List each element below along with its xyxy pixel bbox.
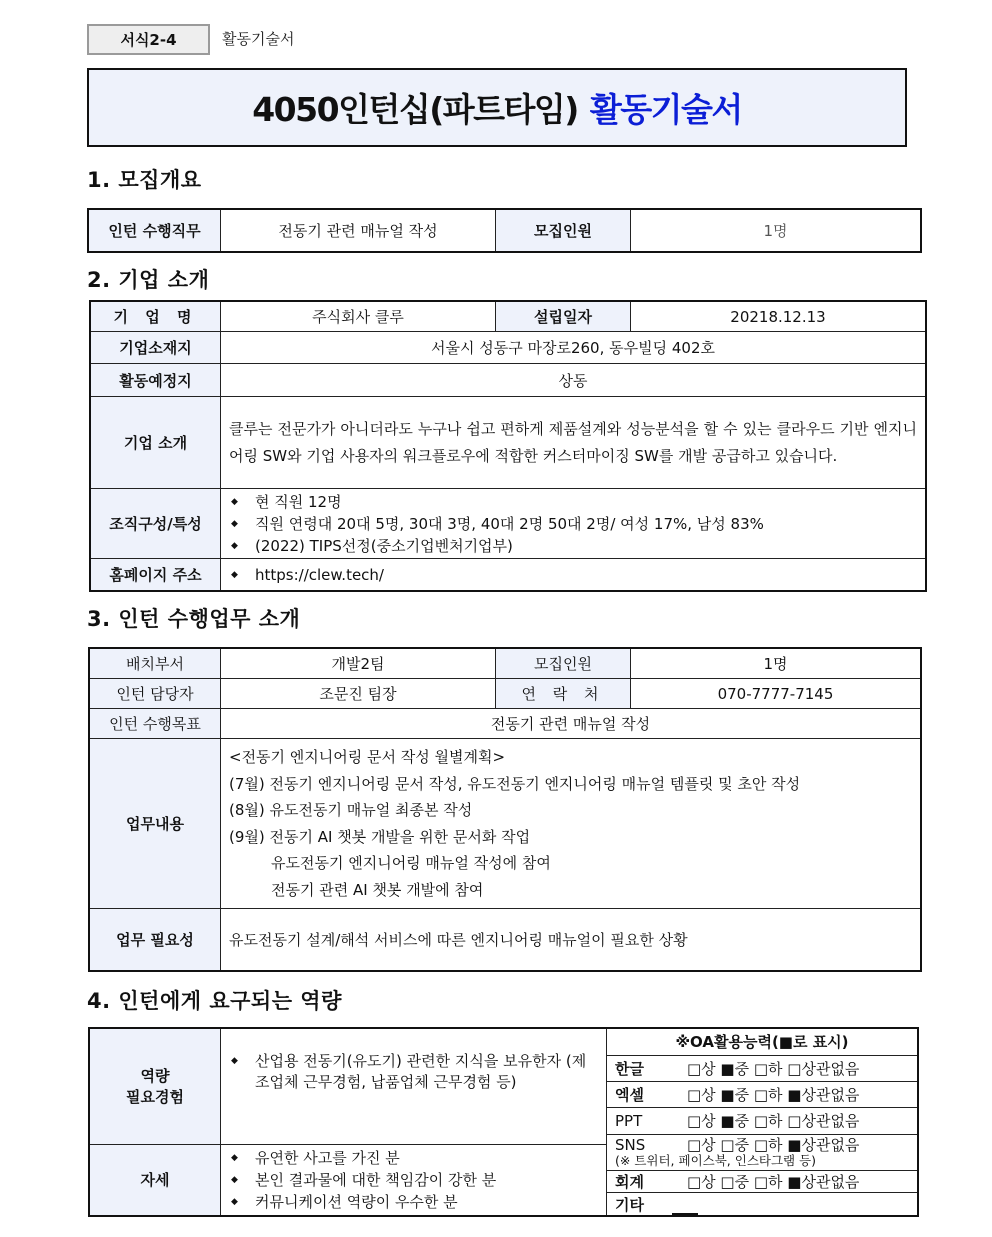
oa-sns-note: (※ 트위터, 페이스북, 인스타그램 등) [615, 1152, 817, 1168]
recruit-count-label: 모집인원 [496, 210, 631, 252]
document-title [87, 68, 907, 147]
location-value: 서울시 성동구 마장로260, 동우빌딩 402호 [221, 332, 926, 364]
dept-label: 배치부서 [90, 649, 221, 679]
workplace-value: 상동 [221, 364, 926, 397]
form-description: 활동기술서 [222, 30, 295, 48]
homepage-cell [221, 559, 926, 591]
plan-line: (7월) 전동기 엔지니어링 문서 작성, 유도전동기 엔지니어링 매뉴얼 템플릿 및 초안 작성 [229, 774, 801, 793]
oa-levels[interactable]: □상 ■중 □하 □상관없음 [687, 1112, 860, 1131]
attitude-item: ◆ 유연한 사고를 가진 분 [229, 1147, 598, 1169]
title-accent: 활동기술서 [589, 90, 742, 129]
duty-table [89, 648, 921, 971]
plan-line: 전동기 관련 AI 챗봇 개발에 참여 [271, 880, 484, 899]
experience-list [229, 1051, 598, 1093]
attitude-list [229, 1147, 598, 1213]
org-list [229, 491, 917, 557]
title-main: 4050인턴십(파트타임) [252, 90, 578, 129]
section-title-competency: 4. 인턴에게 요구되는 역량 [87, 989, 342, 1013]
duty-count-label: 모집인원 [496, 649, 631, 679]
experience-item: ◆ 산업용 전동기(유도기) 관련한 지식을 보유한자 (제조업체 근무경험, 납품업체 근무경험 등) [229, 1051, 598, 1093]
dept-value: 개발2팀 [221, 649, 496, 679]
oa-row-sns: SNS □상 □중 □하 ■상관없음 (※ 트위터, 페이스북, 인스타그램 등) [607, 1134, 917, 1170]
oa-row-other: 기타 [607, 1193, 917, 1215]
oa-row-accounting: 회계 □상 □중 □하 ■상관없음 [607, 1171, 917, 1193]
oa-row-ppt: PPT □상 ■중 □하 □상관없음 [607, 1108, 917, 1134]
oa-levels[interactable]: □상 ■중 □하 □상관없음 [687, 1059, 860, 1078]
company-name-label: 기 업 명 [91, 302, 221, 332]
other-input-line[interactable] [672, 1213, 698, 1215]
company-name-value: 주식회사 클루 [221, 302, 496, 332]
oa-table [607, 1029, 917, 1215]
goal-label: 인턴 수행목표 [90, 709, 221, 739]
oa-row-hangul: 한글 □상 ■중 □하 □상관없음 [607, 1055, 917, 1081]
plan-line: (9월) 전동기 AI 챗봇 개발을 위한 문서화 작업 [229, 827, 531, 846]
oa-row-excel: 엑셀 □상 ■중 □하 ■상관없음 [607, 1082, 917, 1108]
manager-value: 조문진 팀장 [221, 679, 496, 709]
job-value: 전동기 관련 매뉴얼 작성 [221, 210, 496, 252]
org-item: ◆ (2022) TIPS선정(중소기업벤처기업부) [229, 535, 917, 557]
competency-table [89, 1028, 918, 1216]
oa-levels[interactable]: □상 □중 □하 ■상관없음 [687, 1135, 860, 1154]
org-item: ◆ 직원 연령대 20대 5명, 30대 3명, 40대 2명 50대 2명/ 여성 17%, 남성 83% [229, 513, 917, 535]
goal-value: 전동기 관련 매뉴얼 작성 [221, 709, 921, 739]
founded-value: 20218.12.13 [631, 302, 926, 332]
manager-label: 인턴 담당자 [90, 679, 221, 709]
content-cell [221, 739, 921, 909]
homepage-link[interactable]: ◆ https://clew.tech/ [229, 564, 917, 586]
attitude-label: 자세 [90, 1144, 221, 1215]
intro-value: 클루는 전문가가 아니더라도 누구나 쉽고 편하게 제품설계와 성능분석을 할 수 있는 클라우드 기반 엔지니어링 SW와 기업 사용자의 워크플로우에 적합한 커스터마이징 SW를 개발 공급하고 있습니다. [221, 397, 926, 489]
workplace-label: 활동예정지 [91, 364, 221, 397]
section-title-recruit: 1. 모집개요 [87, 168, 202, 192]
oa-levels[interactable]: □상 □중 □하 ■상관없음 [687, 1173, 860, 1192]
attitude-item: ◆ 본인 결과물에 대한 책임감이 강한 분 [229, 1169, 598, 1191]
attitude-cell [221, 1144, 607, 1215]
org-cell [221, 489, 926, 559]
homepage-label: 홈페이지 주소 [91, 559, 221, 591]
attitude-item: ◆ 커뮤니케이션 역량이 우수한 분 [229, 1191, 598, 1213]
location-label: 기업소재지 [91, 332, 221, 364]
experience-cell [221, 1029, 607, 1145]
recruit-count-value: 1명 [631, 210, 921, 252]
oa-levels[interactable]: □상 ■중 □하 ■상관없음 [687, 1086, 860, 1105]
recruit-table [88, 209, 921, 252]
content-label: 업무내용 [90, 739, 221, 909]
oa-title: ※OA활용능력(■로 표시) [607, 1029, 917, 1055]
plan-line: 유도전동기 엔지니어링 매뉴얼 작성에 참여 [271, 854, 551, 872]
section-title-duty: 3. 인턴 수행업무 소개 [87, 607, 301, 631]
founded-label: 설립일자 [496, 302, 631, 332]
need-label: 업무 필요성 [90, 909, 221, 971]
company-table [90, 301, 926, 591]
section-title-company: 2. 기업 소개 [87, 268, 210, 292]
form-number-tag: 서식2-4 [87, 24, 210, 55]
plan-heading: <전동기 엔지니어링 문서 작성 월별계획> [229, 748, 506, 766]
plan-line: (8월) 유도전동기 매뉴얼 최종본 작성 [229, 801, 473, 819]
org-item: ◆ 현 직원 12명 [229, 491, 917, 513]
contact-label: 연 락 처 [496, 679, 631, 709]
need-value: 유도전동기 설계/해석 서비스에 따른 엔지니어링 매뉴얼이 필요한 상황 [221, 909, 921, 971]
job-label: 인턴 수행직무 [89, 210, 221, 252]
experience-label: 역량 필요경험 [90, 1029, 221, 1145]
oa-cell [607, 1029, 918, 1216]
intro-label: 기업 소개 [91, 397, 221, 489]
contact-value: 070-7777-7145 [631, 679, 921, 709]
duty-count-value: 1명 [631, 649, 921, 679]
org-label: 조직구성/특성 [91, 489, 221, 559]
